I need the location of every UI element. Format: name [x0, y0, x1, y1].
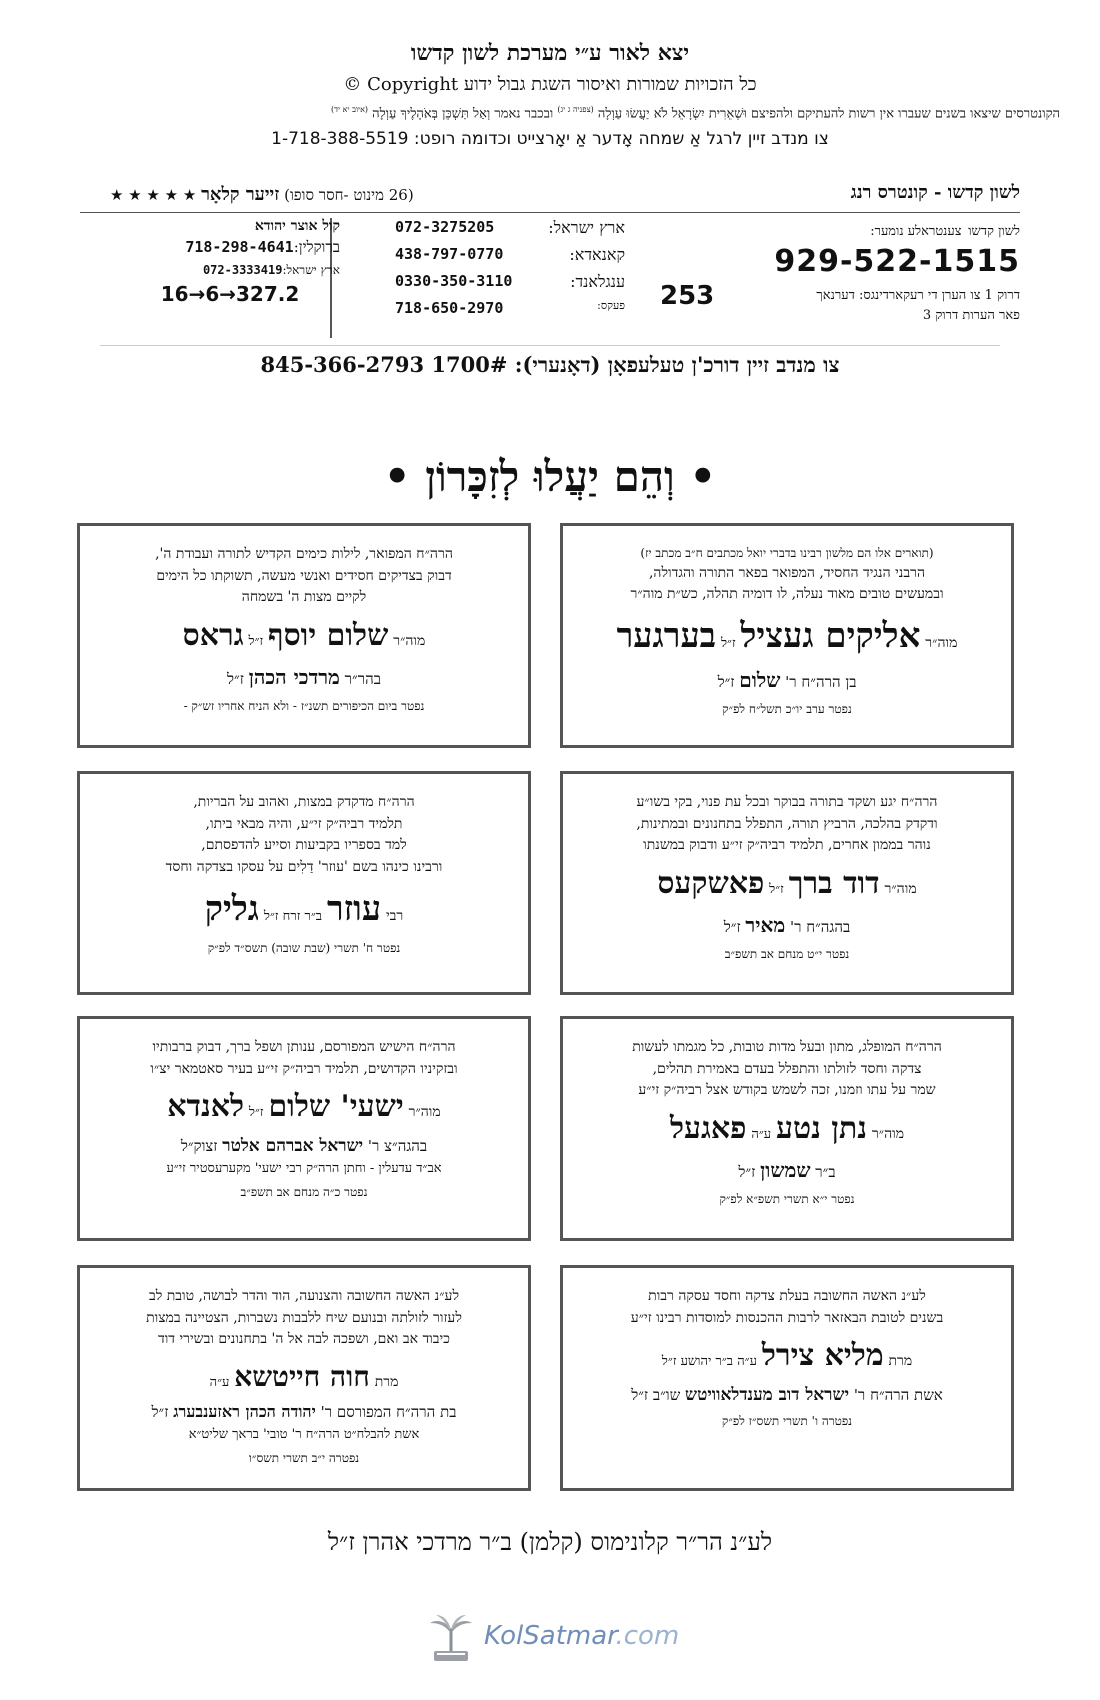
memorial-box: הרה״ח המופלג, מתון ובעל מדות טובות, כל מגמתו לעשות צדקה וחסד לזולתו והתפלל בעדם באמירת תהלים, שמר על עתו וזמנו, זכה לשמש בקודש אצל רביה״ק זי״ע מוה״ר נתן נטע ע״ה פאגעל ב״ר שמשון ז״ל נפטר י״א תשרי תשפ״א לפ״ק [560, 1016, 1014, 1241]
contact-info [80, 218, 1020, 348]
memorial-box: הרה״ח הישיש המפורסם, ענותן ושפל ברך, דבוק ברבותיו ובזקיניו הקדושים, תלמיד רביה״ק זי״ע בעיר סאטמאר יצ״ו מוה״ר ישעי' שלום ז״ל לאנדא בהגה״צ ר' ישראל אברהם אלטר זצוק״ל אב״ד עדעלין - וחתן הרה״ק רבי ישעי' מקערעסטיר זי״ע נפטר כ״ה מנחם אב תשפ״ב [77, 1016, 531, 1241]
central-title: לשון קדשו [968, 224, 1020, 239]
kolsatmar-logo[interactable] [428, 1615, 688, 1665]
rights-main: הקונטרסים שיצאו בשנים שעברו אין רשות להעתיקם ולהפיצם וּשְׁאֵרִית יִשְׂרָאֵל לֹא יַעֲשׂוּ עַוְלָה [597, 106, 1060, 122]
memorial-name: מוה״ר דוד ברך ז״ל פאשקעס [657, 866, 917, 902]
menu-path: 16→6→327.2 [160, 282, 300, 306]
intl-numbers [395, 218, 625, 324]
intl-row: ארץ ישראל: 072-3275205 [395, 218, 625, 237]
memorial-name: מרת מליא צירל ע״ה ב״ר יהושע ז״ל [661, 1338, 913, 1374]
brooklyn-phone[interactable]: 718-298-4641 [185, 238, 294, 256]
memorial-box: הרה״ח יגע ושקד בתורה בבוקר ובכל עת פנוי, בקי בשו״ע ודקדק בהלכה, הרביץ תורה, התפלל בתחנונים ובמתינות, נוהר בממון אחרים, תלמיד רביה״ק זי״ע ודבוק במשנתו מוה״ר דוד ברך ז״ל פאשקעס בהגה״ח ר' מאיר ז״ל נפטר י״ט מנחם אב תשפ״ב [560, 771, 1014, 995]
memorial-box: הרה״ח מדקדק במצות, ואהוב על הבריות, תלמיד רביה״ק זי״ע, והיה מבאי ביתו, למד בספריו בקביעות וסייע להדפסתם, ורבינו כינהו בשם 'עוזר' דַלִים על עסקו בצדקה וחסד רבי עוזר ב״ר זרח ז״ל גליק נפטר ח' תשרי (שבת שובה) תשס״ד לפ״ק [77, 771, 531, 995]
comments-instruction: פאר הערות דרוק 3 [922, 308, 1020, 323]
central-label: צענטראלע נומער: [870, 224, 962, 239]
publisher-line: יצא לאור ע״י מערכת לשון קדשו [410, 40, 690, 66]
memorial-name: מוה״ר שלום יוסף ז״ל גראס [182, 618, 426, 654]
memorial-name: מוה״ר נתן נטע ע״ה פאגעל [669, 1111, 905, 1147]
intl-row: ענגלאנד: 0330-350-3110 [395, 272, 625, 291]
memorial-box: (תוארים אלו הם מלשון רבינו בדברי יואל מכתבים ח״ב מכתב יז) הרבני הנגיד החסיד, המפואר בפאר התורה והגדולה, ובמעשים טובים מאוד נעלה, לו דומיה תהלה, כש״ת מוה״ר מוה״ר אליקים געציל ז״ל בערגער בן הרה״ח ר' שלום ז״ל נפטר ערב יו״כ תשל״ח לפ״ק [560, 523, 1014, 748]
rights-ref2: (איוב יא יד) [331, 105, 369, 114]
pamphlet-row [80, 178, 1020, 210]
memorial-box: לע״נ האשה החשובה בעלת צדקה וחסד עסקה רבות בשנים לטובת הבאזאר לרבות ההכנסות למוסדות רבינו זי״ע מרת מליא צירל ע״ה ב״ר יהושע ז״ל אשת הרה״ח ר' ישראל דוב מענדלאוויטש שו״ב ז״ל נפטרה ו' תשרי תשס״ז לפ״ק [560, 1265, 1014, 1491]
duration: (26 מינוט -חסר סופו) [284, 186, 414, 204]
palm-tree-icon [428, 1615, 474, 1665]
rights-ref: (צפניה ג יג) [557, 105, 594, 114]
donation-hotline: צו מנדב זיין דורכ'ן טעלעפאָן (דאָנערי): 1700# 845-366-2793 [260, 352, 840, 377]
header [40, 40, 1060, 149]
memorial-name: מרת חוה חייטשא ע״ה [209, 1360, 399, 1394]
memorial-name: רבי עוזר ב״ר זרח ז״ל גליק [204, 888, 404, 929]
donation-line: צו מנדב זיין לרגל אַ שמחה אָדער אַ יאָרצייט וכדומה רופט: 1-718-388-5519 [271, 129, 829, 150]
memorial-name: מוה״ר אליקים געציל ז״ל בערגער [616, 615, 958, 656]
central-number-block [660, 218, 1020, 323]
intl-row: פעקס: 718-650-2970 [395, 299, 625, 317]
rights-cont: ובכבר נאמר וְאַל תַּשְׁכֵּן בְּאֹהָלֶיךָ עַוְלָה [372, 106, 554, 122]
page-title: • וְהֵם יַעֲלוּ לְזִכָּרוֹן • [383, 452, 717, 501]
logo-text: KolSatmar [484, 1621, 616, 1651]
israel-phone[interactable]: 072-3333419 [202, 263, 283, 277]
intl-row: קאנאדא: 438-797-0770 [395, 245, 625, 264]
copyright-line: כל הזכויות שמורות ואיסור השגת גבול ידוע Copyright © [343, 74, 757, 95]
divider [100, 345, 1000, 346]
memorial-name: מוה״ר ישעי' שלום ז״ל לאנדא [167, 1089, 441, 1125]
recordings-instruction: דרוק 1 צו הערן די רעקארדינגס: דערנאך [816, 288, 1020, 303]
memorial-box: לע״נ האשה החשובה והצנועה, הוד והדר לבושה, טובת לב לעזור לזולתה ובנועם שיח ללבבות נשברות, הצטיינה במצות כיבוד אב ואם, ושפכה לבה אל ה' בתחנונים ובשירי דוד מרת חוה חייטשא ע״ה בת הרה״ח המפורסם ר' יהודה הכהן ראזענבערג ז״ל אשת להבלח״ט הרה״ח ר' טובי' בראך שליט״א נפטרה י״ב תשרי תשס״ו [77, 1265, 531, 1491]
recordings-ext: 253 [660, 281, 715, 311]
clarity-label: זייער קלאָר [201, 184, 280, 205]
central-phone[interactable]: 929-522-1515 [774, 244, 1020, 279]
logo-suffix: .com [615, 1621, 680, 1651]
memorial-box: הרה״ח המפואר, לילות כימים הקדיש לתורה ועבודת ה', דבוק בצדיקים חסידים ואנשי מעשה, תשוקתו כל הימים לקיים מצות ה' בשמחה מוה״ר שלום יוסף ז״ל גראס בהר״ר מרדכי הכהן ז״ל נפטר ביום הכיפורים תשנ״ז - ולא הניח אחריו זש״ק - [77, 523, 531, 748]
divider [80, 212, 1020, 213]
kol-otzar-title: קול אוצר יהודא [254, 218, 340, 234]
rights-notice [40, 105, 1060, 121]
dedication-footer: לע״נ הר״ר קלונימוס (קלמן) ב״ר מרדכי אהרן ז״ל [327, 1528, 773, 1556]
kol-otzar-block: קול אוצר יהודא ברוקלין:718-298-4641 ארץ ישראל:072-3333419 16→6→327.2 [120, 218, 340, 306]
pamphlet-rating [110, 184, 414, 205]
pamphlet-title: לשון קדשו - קונטרס רנג [850, 182, 1020, 203]
star-rating: ★ ★ ★ ★ ★ [110, 186, 197, 204]
